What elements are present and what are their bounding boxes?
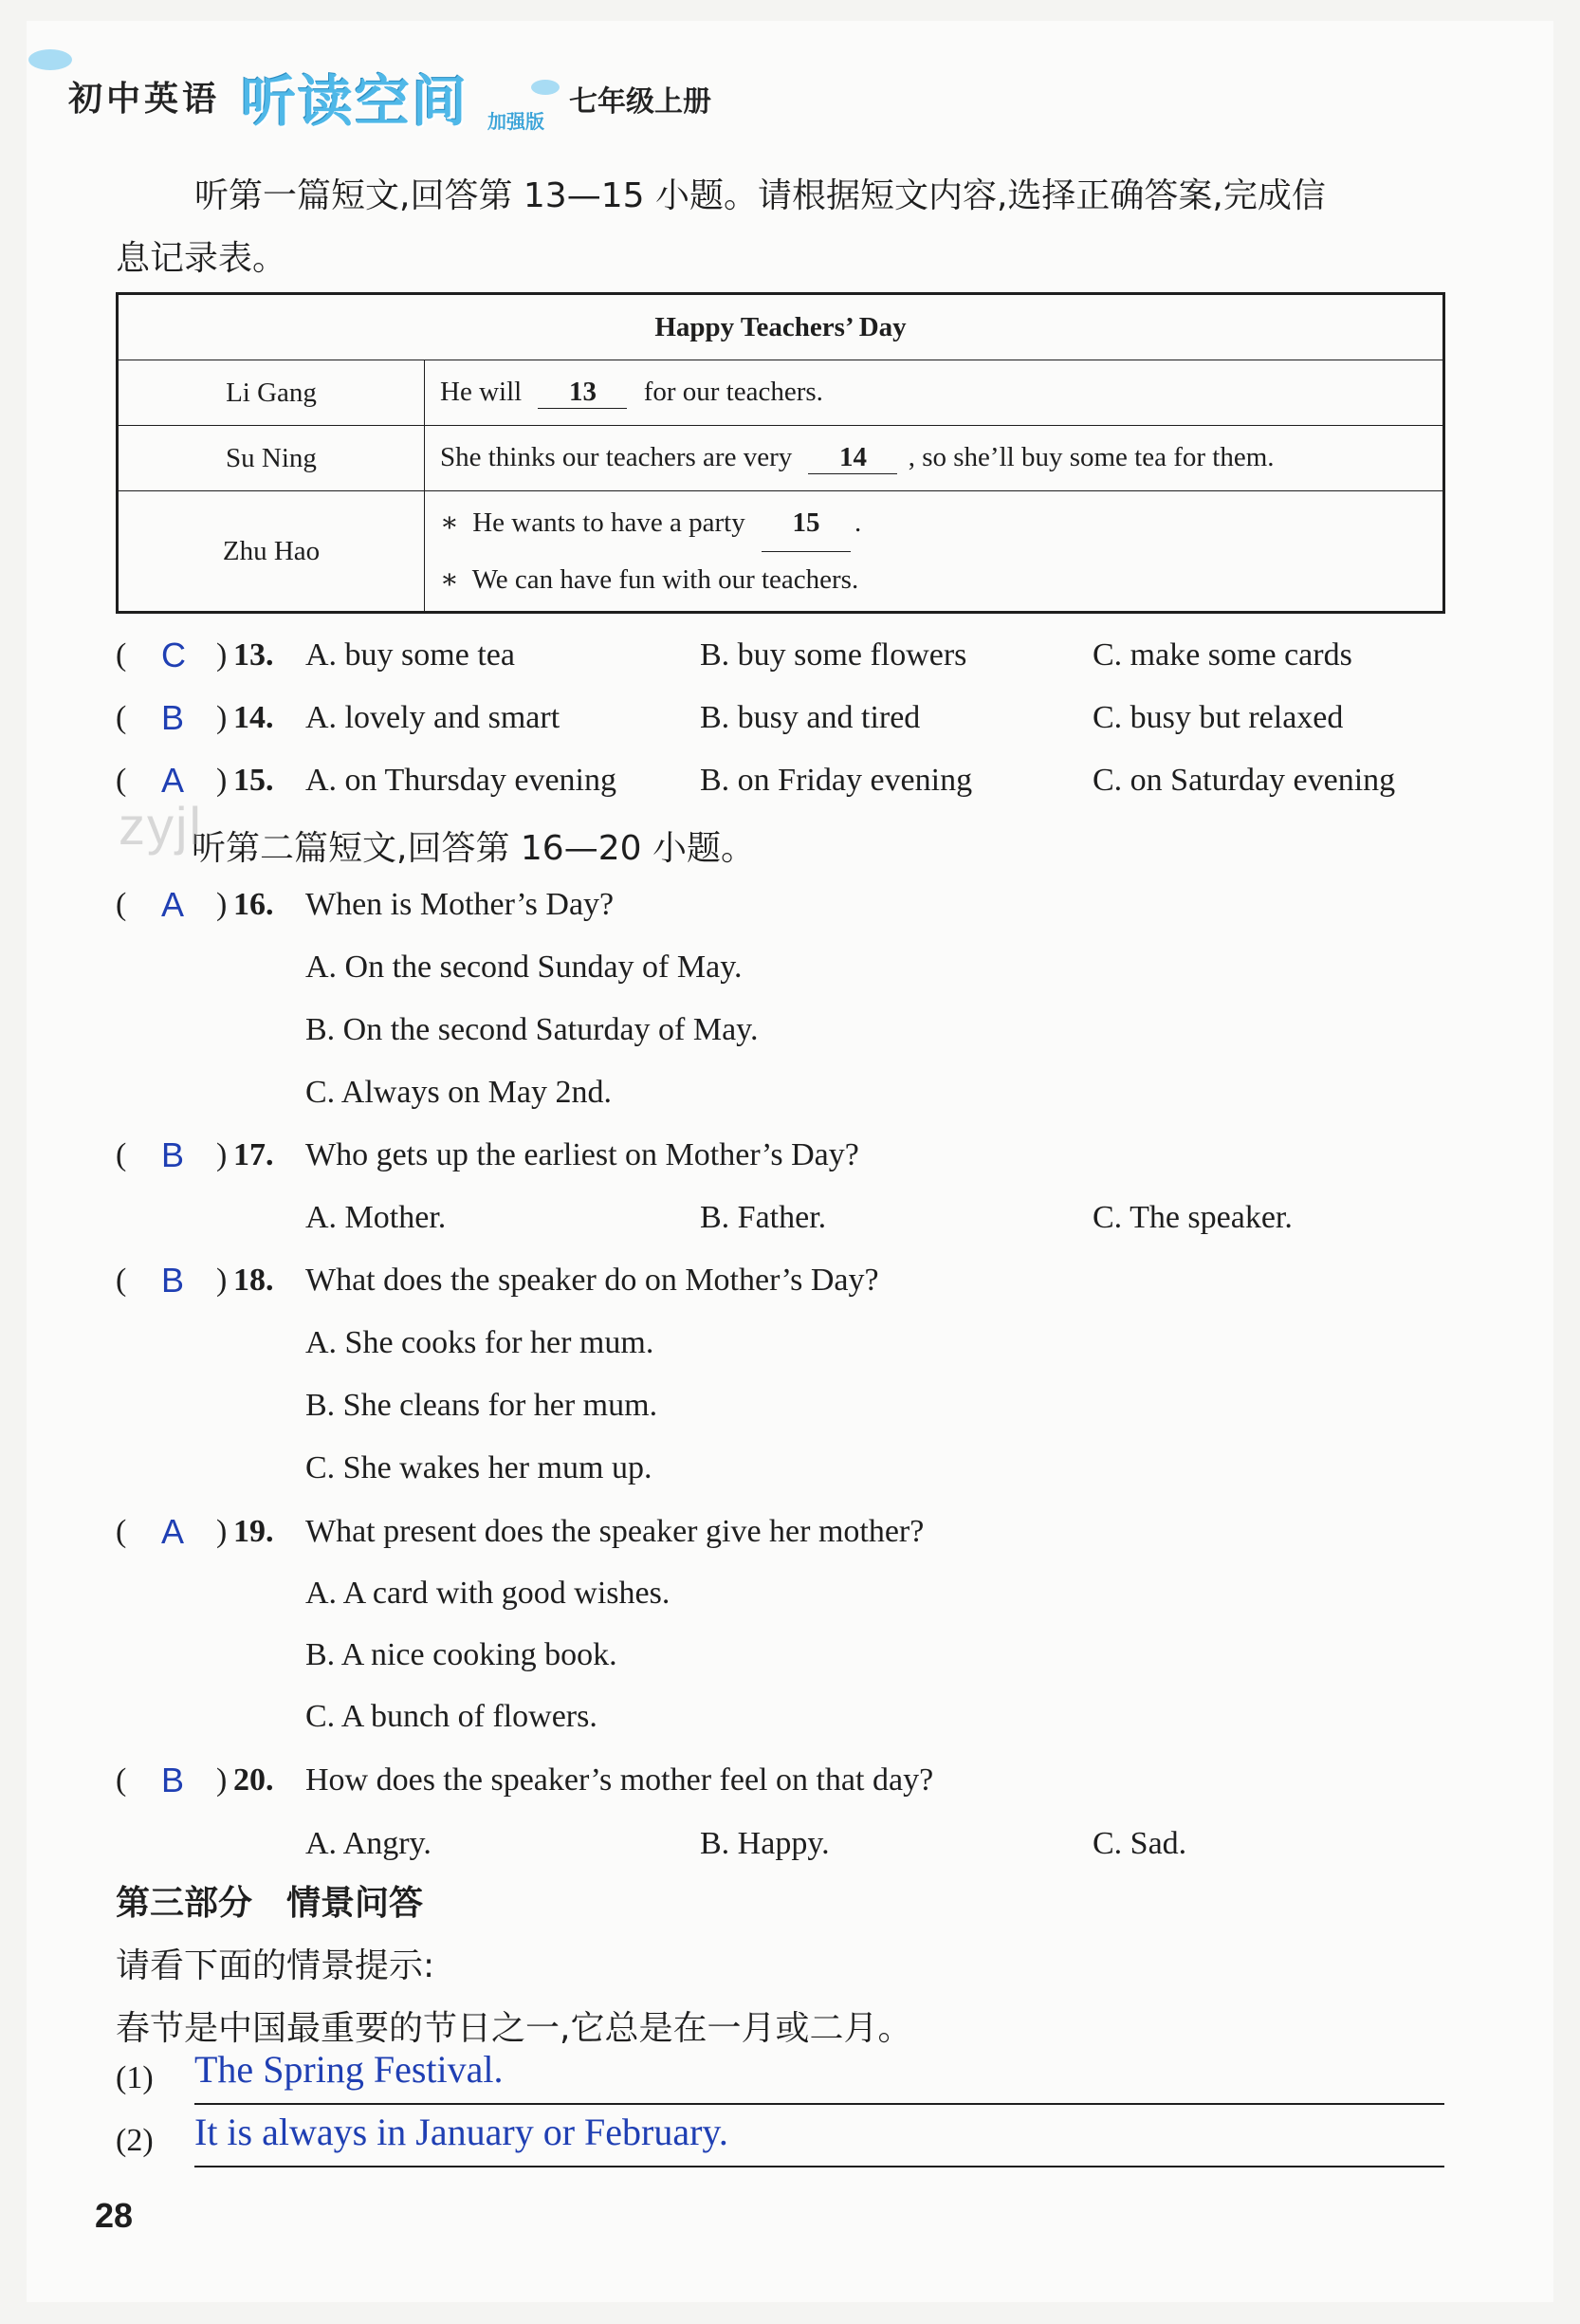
table-name-cell: Zhu Hao [118, 491, 425, 613]
option-a: A. A card with good wishes. [305, 1576, 671, 1611]
book-series-title: 初中英语 [68, 80, 221, 119]
option-c: C. busy but relaxed [1093, 700, 1344, 735]
option-b: B. buy some flowers [700, 637, 967, 673]
option-b: B. On the second Saturday of May. [305, 1012, 759, 1047]
part3-prompt-label: 请看下面的情景提示: [116, 1946, 435, 1985]
cell-text: . [854, 507, 862, 538]
answer-paren: ) [216, 763, 228, 798]
question-number: 16. [233, 887, 274, 922]
edition-label: 加强版 [487, 110, 544, 133]
grade-label: 七年级上册 [569, 85, 711, 119]
question-number: 13. [233, 637, 274, 673]
answer-label: (2) [116, 2123, 154, 2158]
answer-paren: ( [116, 1137, 127, 1172]
option-b: B. busy and tired [700, 700, 921, 735]
table-name-cell: Li Gang [118, 360, 425, 426]
option-c: C. Sad. [1093, 1826, 1187, 1861]
answer-paren: ( [116, 1263, 127, 1298]
option-a: A. on Thursday evening [305, 763, 616, 798]
cell-text: We can have fun with our teachers. [471, 564, 859, 595]
question-text: How does the speaker’s mother feel on that day? [305, 1762, 934, 1798]
handwritten-answer: The Spring Festival. [194, 2048, 504, 2091]
cell-text: He will [440, 377, 523, 407]
table-row [118, 360, 1444, 426]
answer-blank: 14 [808, 442, 897, 474]
option-b: B. Happy. [700, 1826, 830, 1861]
cell-text: , so she’ll buy some tea for them. [908, 442, 1275, 472]
option-b: B. Father. [700, 1200, 827, 1235]
option-c: C. on Saturday evening [1093, 763, 1396, 798]
table-content-cell [425, 426, 1444, 491]
cloud-decoration [531, 80, 560, 95]
option-a: A. buy some tea [305, 637, 515, 673]
cell-text: for our teachers. [643, 377, 823, 407]
answer-paren: ( [116, 1762, 127, 1798]
answer-paren: ) [216, 887, 228, 922]
answer-letter: A [161, 761, 185, 800]
question-number: 20. [233, 1762, 274, 1798]
answer-paren: ( [116, 700, 127, 735]
option-b: B. A nice cooking book. [305, 1637, 617, 1672]
bullet-icon: ∗ [440, 564, 459, 595]
answer-letter: B [161, 1761, 185, 1799]
table-row [118, 426, 1444, 491]
option-a: A. Angry. [305, 1826, 432, 1861]
answer-letter: C [161, 636, 186, 674]
answer-blank: 13 [538, 377, 627, 409]
answer-paren: ( [116, 763, 127, 798]
answer-rule [194, 2166, 1444, 2167]
option-a: A. Mother. [305, 1200, 447, 1235]
cell-text: He wants to have a party [472, 507, 745, 538]
option-c: C. make some cards [1093, 637, 1352, 673]
option-a: A. On the second Sunday of May. [305, 950, 743, 985]
option-c: C. Always on May 2nd. [305, 1075, 612, 1110]
answer-paren: ( [116, 637, 127, 673]
answer-letter: B [161, 698, 185, 737]
option-b: B. on Friday evening [700, 763, 973, 798]
question-number: 18. [233, 1263, 274, 1298]
bullet-icon: ∗ [440, 507, 459, 538]
table-content-cell [425, 360, 1444, 426]
answer-letter: A [161, 1512, 185, 1551]
option-c: C. A bunch of flowers. [305, 1699, 597, 1734]
question-text: Who gets up the earliest on Mother’s Day? [305, 1137, 859, 1172]
answer-blank: 15 [762, 494, 851, 552]
section1-instruction-line2: 息记录表。 [116, 239, 287, 278]
answer-letter: B [161, 1135, 185, 1174]
answer-paren: ) [216, 1263, 228, 1298]
answer-letter: A [161, 885, 185, 924]
cloud-decoration [28, 49, 72, 70]
question-number: 19. [233, 1514, 274, 1549]
watermark-logo: zyjl [119, 796, 203, 856]
info-record-table [116, 292, 1445, 614]
option-c: C. The speaker. [1093, 1200, 1293, 1235]
option-a: A. lovely and smart [305, 700, 560, 735]
question-number: 15. [233, 763, 274, 798]
answer-paren: ) [216, 637, 228, 673]
question-number: 17. [233, 1137, 274, 1172]
question-text: When is Mother’s Day? [305, 887, 615, 922]
option-c: C. She wakes her mum up. [305, 1450, 652, 1485]
table-content-cell [425, 491, 1444, 613]
section2-instruction: 听第二篇短文,回答第 16—20 小题。 [192, 829, 755, 868]
answer-paren: ) [216, 1762, 228, 1798]
section1-instruction-line1: 听第一篇短文,回答第 13—15 小题。请根据短文内容,选择正确答案,完成信 [194, 176, 1326, 215]
answer-paren: ) [216, 1137, 228, 1172]
answer-rule [194, 2103, 1444, 2105]
question-text: What does the speaker do on Mother’s Day? [305, 1263, 879, 1298]
question-text: What present does the speaker give her mother? [305, 1514, 925, 1549]
answer-paren: ( [116, 1514, 127, 1549]
brand-logo: 听读空间 [241, 69, 469, 134]
table-row [118, 491, 1444, 613]
question-number: 14. [233, 700, 274, 735]
answer-paren: ( [116, 887, 127, 922]
table-name-cell: Su Ning [118, 426, 425, 491]
table-title: Happy Teachers’ Day [118, 294, 1444, 360]
answer-paren: ) [216, 1514, 228, 1549]
part3-title: 第三部分 情景问答 [116, 1884, 424, 1923]
answer-label: (1) [116, 2060, 154, 2095]
cell-text: She thinks our teachers are very [440, 442, 793, 472]
answer-paren: ) [216, 700, 228, 735]
page-number: 28 [95, 2196, 134, 2235]
option-a: A. She cooks for her mum. [305, 1325, 654, 1360]
option-b: B. She cleans for her mum. [305, 1388, 658, 1423]
answer-letter: B [161, 1261, 185, 1300]
part3-scenario: 春节是中国最重要的节日之一,它总是在一月或二月。 [116, 2009, 912, 2048]
handwritten-answer: It is always in January or February. [194, 2111, 728, 2153]
